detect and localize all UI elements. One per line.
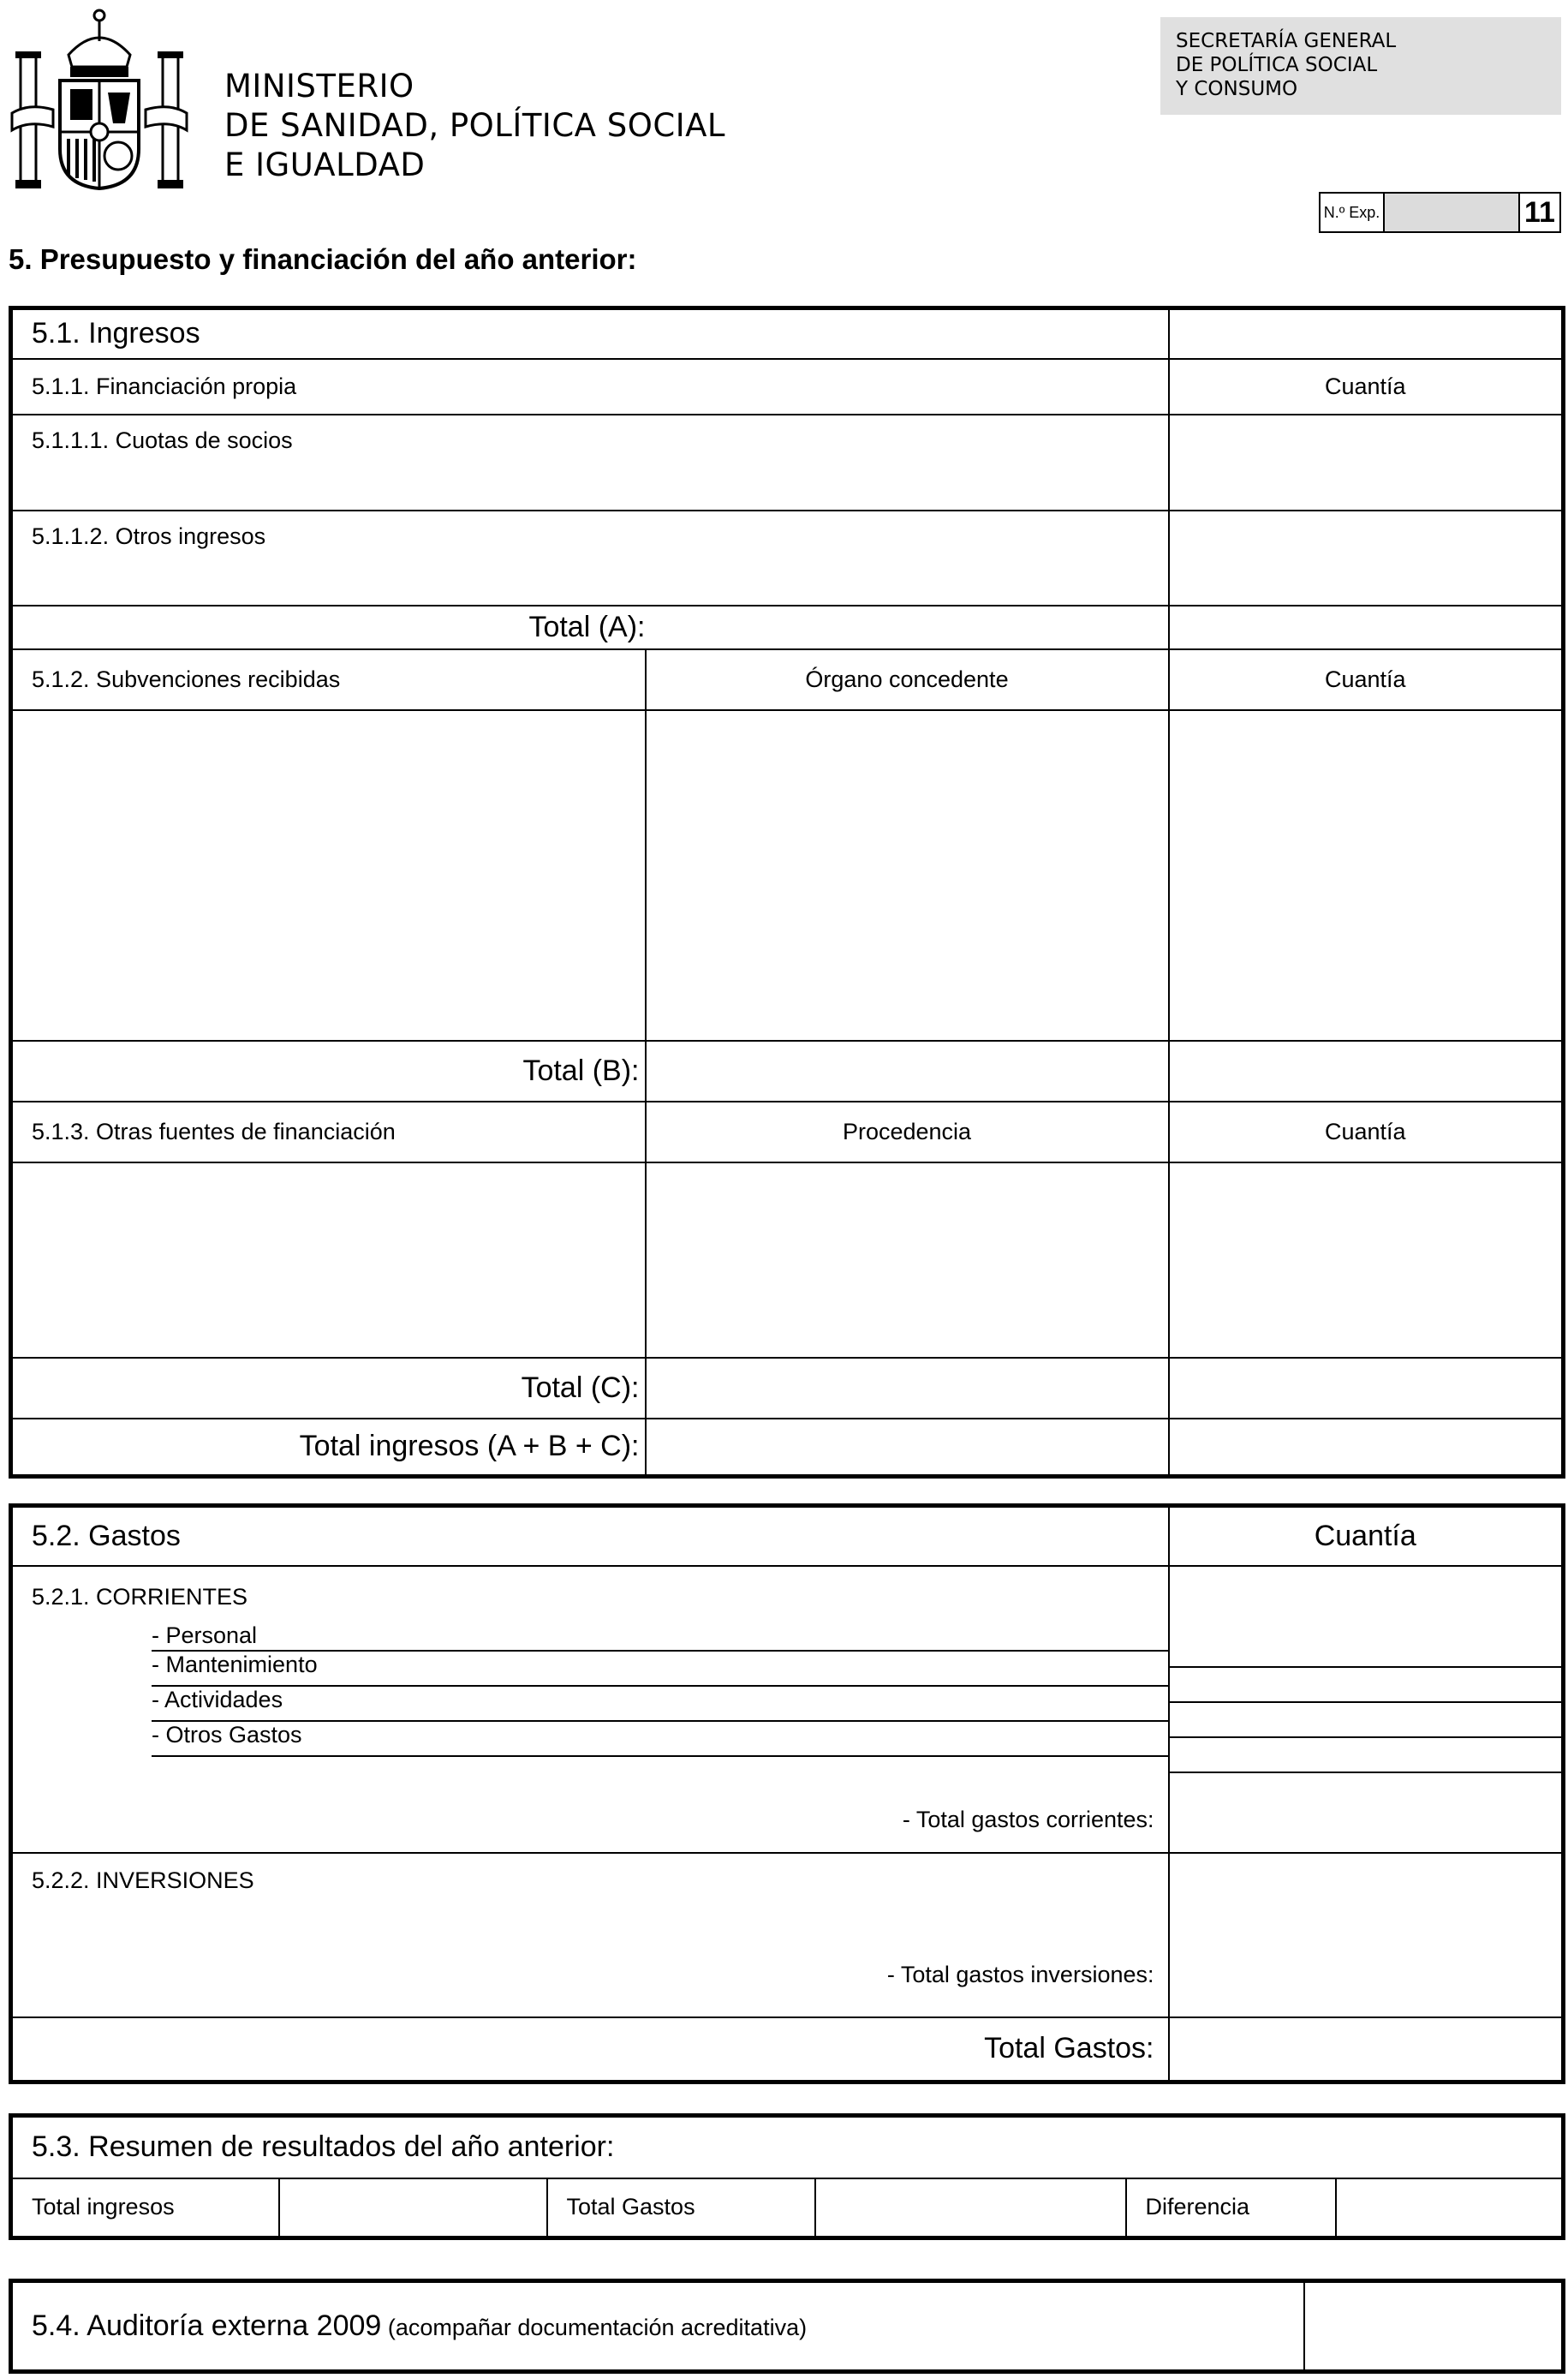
subvenciones-label: 5.1.2. Subvenciones recibidas — [11, 649, 646, 710]
otros-ingresos-label: 5.1.1.2. Otros ingresos — [11, 511, 1169, 606]
gasto-otros-amount[interactable] — [1170, 1738, 1562, 1773]
gasto-otros-label: - Otros Gastos — [152, 1722, 1168, 1757]
inversiones-block — [11, 1853, 1169, 2017]
gasto-mantenimiento-label: - Mantenimiento — [152, 1652, 1168, 1687]
organo-concedente-header: Órgano concedente — [646, 649, 1169, 710]
gastos-table — [9, 1503, 1565, 2084]
resumen-diferencia-amount[interactable] — [1336, 2178, 1564, 2238]
resumen-total-gastos-label: Total Gastos — [547, 2178, 815, 2238]
organo-entry[interactable] — [646, 710, 1169, 1041]
secretaria-line-1: SECRETARÍA GENERAL — [1176, 30, 1397, 52]
ministry-name — [224, 67, 725, 185]
ministry-line-1: MINISTERIO — [224, 68, 414, 105]
spain-coat-of-arms-icon — [9, 3, 190, 194]
secretaria-line-3: Y CONSUMO — [1176, 78, 1298, 100]
resumen-total-gastos-amount[interactable] — [815, 2178, 1126, 2238]
otras-fuentes-amount[interactable] — [1169, 1162, 1564, 1358]
subvenciones-entry[interactable] — [11, 710, 646, 1041]
total-b-amount[interactable] — [1169, 1041, 1564, 1102]
total-gastos-amount[interactable] — [1169, 2017, 1564, 2082]
total-a-label: Total (A): — [11, 606, 1169, 649]
total-inversiones-label: - Total gastos inversiones: — [886, 1961, 1154, 1987]
resumen-title: 5.3. Resumen de resultados del año anterior: — [11, 2116, 1564, 2178]
expediente-box — [1319, 192, 1561, 233]
page-number: 11 — [1524, 195, 1555, 229]
total-inversiones-amount[interactable] — [1169, 1853, 1564, 2017]
corrientes-label: 5.2.1. CORRIENTES — [32, 1583, 248, 1610]
secretaria-line-2: DE POLÍTICA SOCIAL — [1176, 54, 1378, 76]
ingresos-table — [9, 306, 1565, 1479]
total-c-blank — [646, 1358, 1169, 1419]
procedencia-entry[interactable] — [646, 1162, 1169, 1358]
gasto-actividades-amount[interactable] — [1170, 1703, 1562, 1738]
cuantia-header-3: Cuantía — [1169, 1102, 1564, 1162]
gasto-personal-label: - Personal — [152, 1616, 1168, 1652]
otros-ingresos-amount[interactable] — [1169, 511, 1564, 606]
ingresos-title: 5.1. Ingresos — [11, 308, 1169, 359]
total-c-amount[interactable] — [1169, 1358, 1564, 1419]
ministry-line-2: DE SANIDAD, POLÍTICA SOCIAL — [224, 107, 726, 144]
gasto-personal-amount[interactable] — [1170, 1567, 1562, 1668]
gastos-title: 5.2. Gastos — [11, 1506, 1169, 1566]
corrientes-amounts — [1169, 1566, 1564, 1853]
cuotas-socios-amount[interactable] — [1169, 415, 1564, 511]
ministry-line-3: E IGUALDAD — [224, 146, 426, 183]
gasto-actividades-label: - Actividades — [152, 1687, 1168, 1722]
procedencia-header: Procedencia — [646, 1102, 1169, 1162]
auditoria-note: (acompañar documentación acreditativa) — [387, 2315, 808, 2340]
otras-fuentes-label: 5.1.3. Otras fuentes de financiación — [11, 1102, 646, 1162]
total-ingresos-amount[interactable] — [1169, 1419, 1564, 1477]
auditoria-checkbox[interactable] — [1304, 2281, 1564, 2372]
total-c-label: Total (C): — [11, 1358, 646, 1419]
auditoria-title: 5.4. Auditoría externa 2009 — [32, 2309, 382, 2342]
subvenciones-amount[interactable] — [1169, 710, 1564, 1041]
total-b-label: Total (B): — [11, 1041, 646, 1102]
financiacion-propia-label: 5.1.1. Financiación propia — [11, 359, 1169, 415]
resumen-total-ingresos-label: Total ingresos — [11, 2178, 279, 2238]
exp-field[interactable] — [1385, 194, 1520, 231]
auditoria-table — [9, 2279, 1565, 2374]
section-title: 5. Presupuesto y financiación del año anterior: — [9, 243, 637, 275]
total-corrientes-label: - Total gastos corrientes: — [902, 1806, 1154, 1832]
total-ingresos-label: Total ingresos (A + B + C): — [11, 1419, 646, 1477]
secretaria-box — [1160, 17, 1561, 115]
auditoria-label-cell — [11, 2281, 1304, 2372]
cuantia-header-1: Cuantía — [1169, 359, 1564, 415]
resumen-table — [9, 2113, 1565, 2240]
total-b-blank — [646, 1041, 1169, 1102]
cuantia-header-2: Cuantía — [1169, 649, 1564, 710]
ingresos-title-blank — [1169, 308, 1564, 359]
inversiones-label: 5.2.2. INVERSIONES — [32, 1867, 254, 1893]
cuotas-socios-label: 5.1.1.1. Cuotas de socios — [11, 415, 1169, 511]
resumen-total-ingresos-amount[interactable] — [279, 2178, 547, 2238]
gastos-cuantia-header: Cuantía — [1169, 1506, 1564, 1566]
corrientes-block — [11, 1566, 1169, 1853]
resumen-diferencia-label: Diferencia — [1126, 2178, 1336, 2238]
total-ingresos-blank — [646, 1419, 1169, 1477]
total-a-amount[interactable] — [1169, 606, 1564, 649]
otras-fuentes-entry[interactable] — [11, 1162, 646, 1358]
exp-label: N.º Exp. — [1321, 194, 1385, 231]
gasto-mantenimiento-amount[interactable] — [1170, 1668, 1562, 1703]
total-gastos-label: Total Gastos: — [11, 2017, 1169, 2082]
